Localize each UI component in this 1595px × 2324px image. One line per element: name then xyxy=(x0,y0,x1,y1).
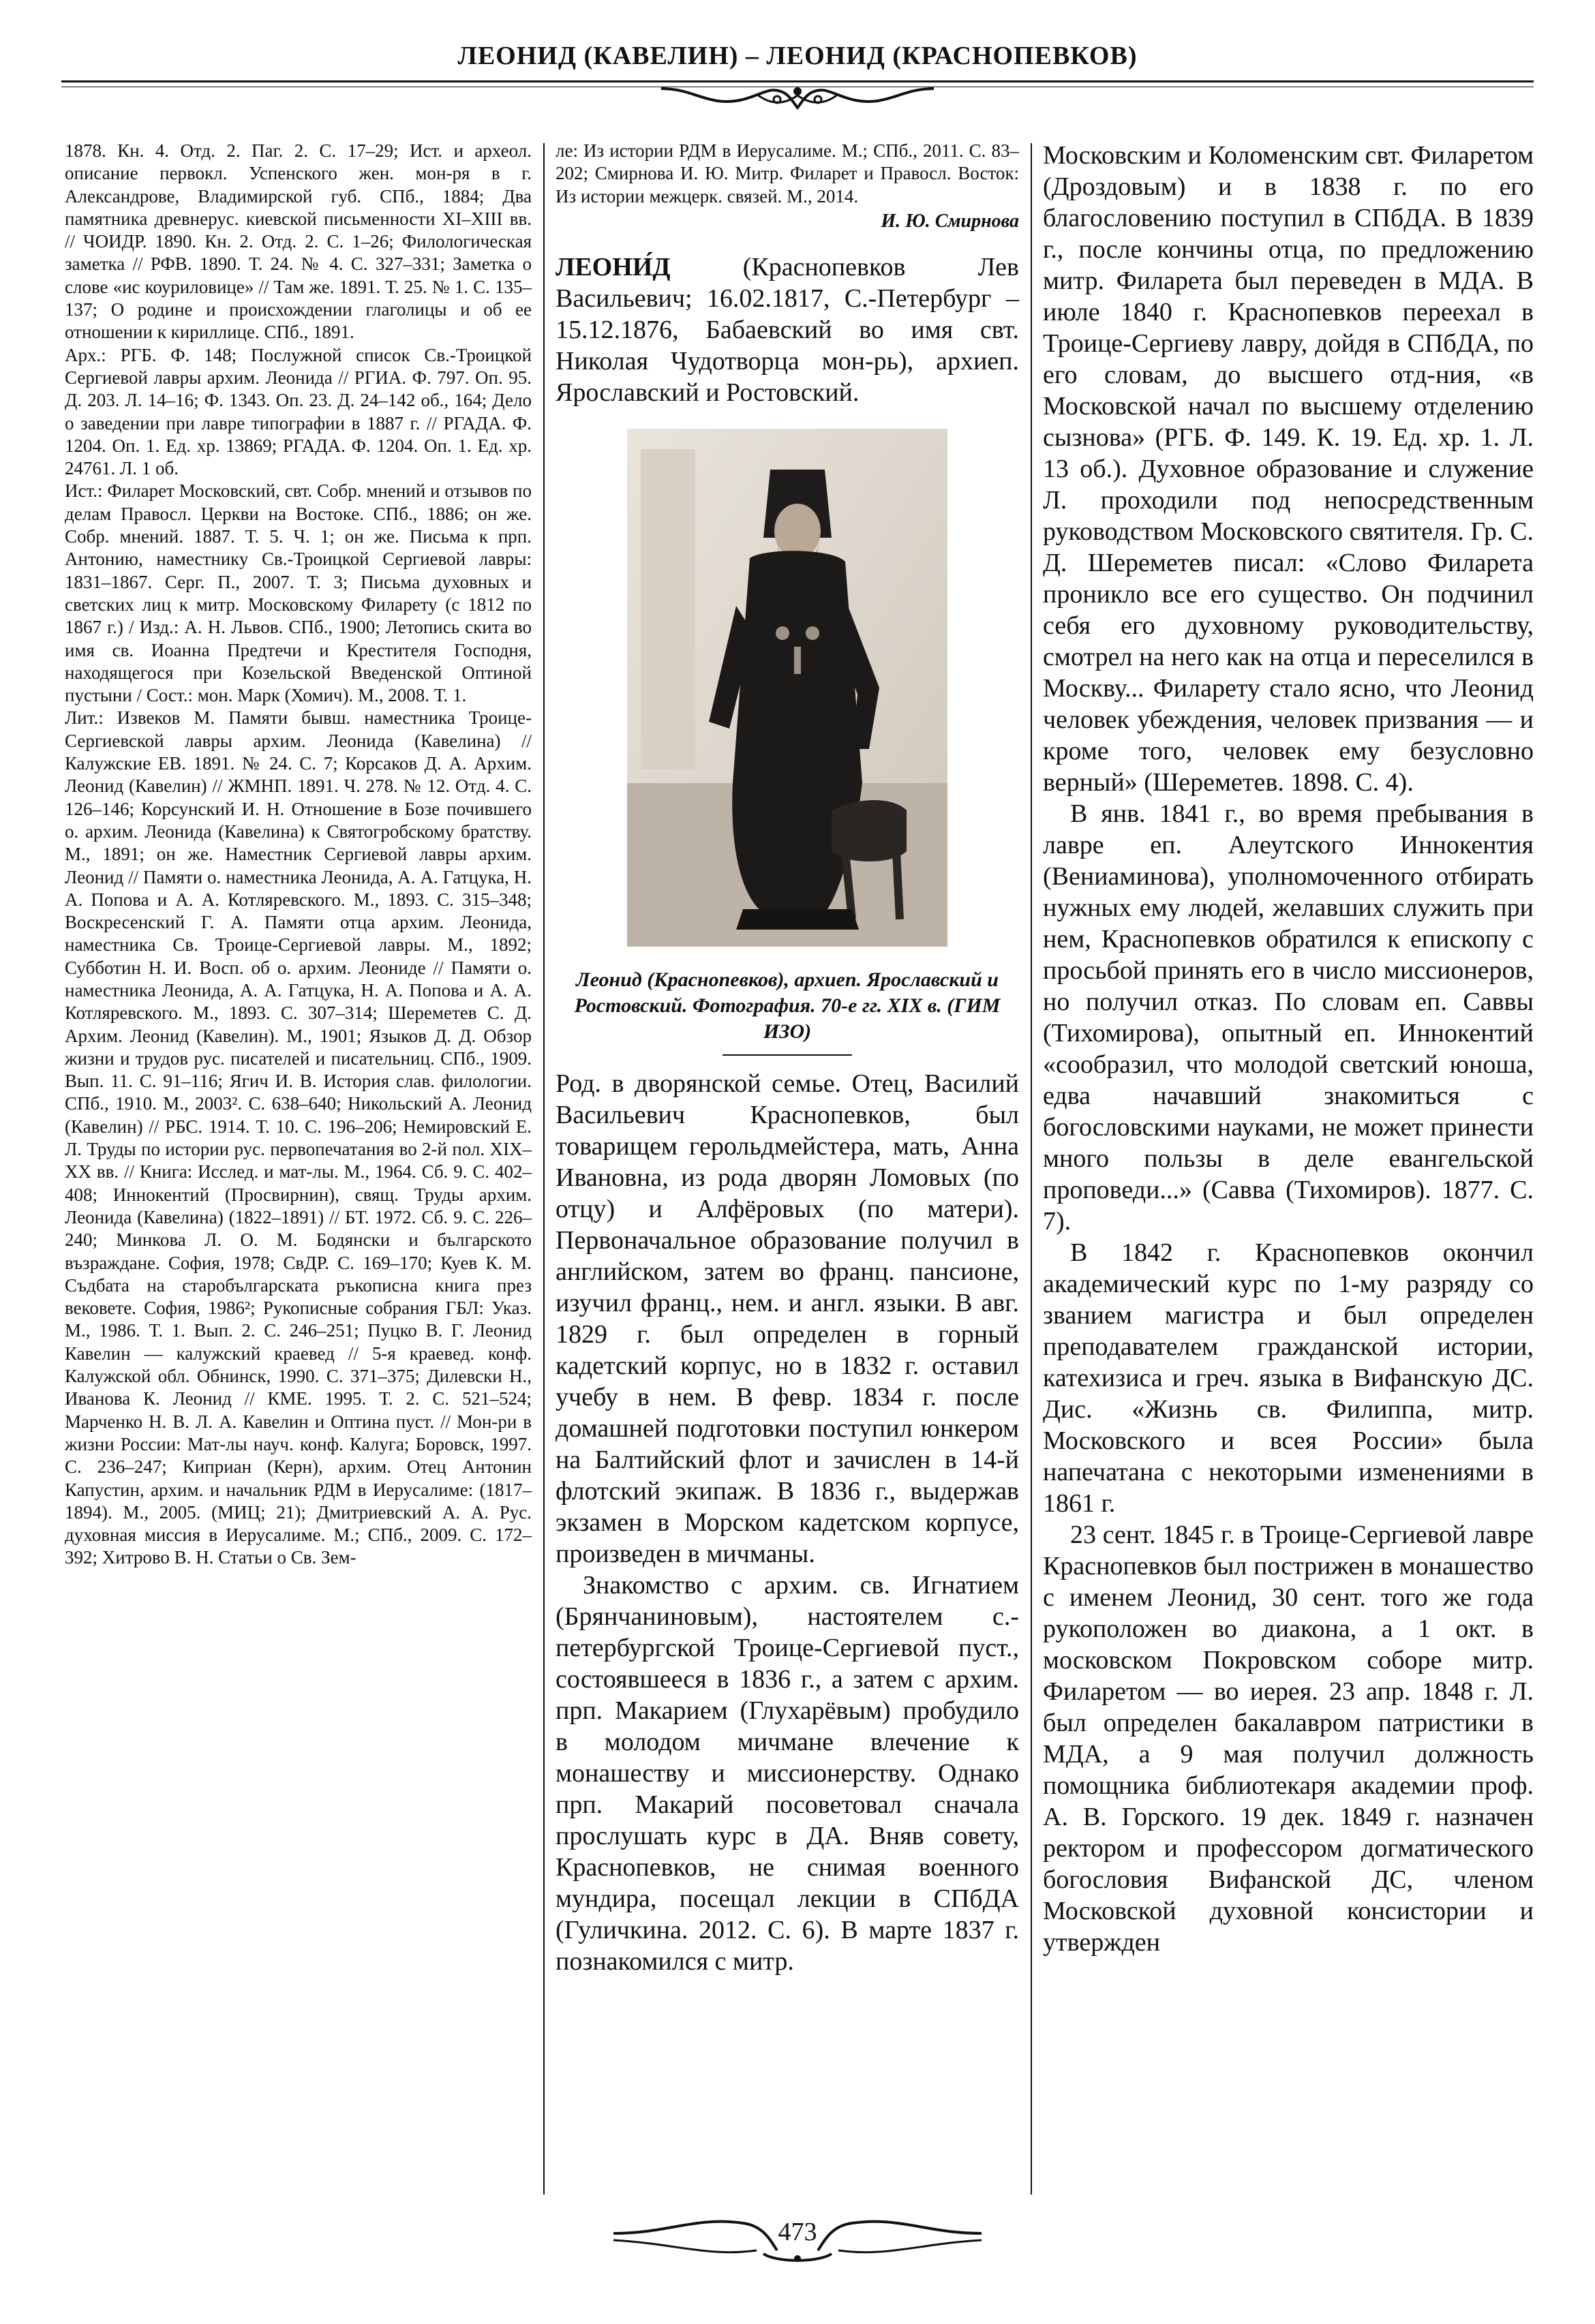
article-column-right xyxy=(1043,140,1534,1958)
bibliography-works: 1878. Кн. 4. Отд. 2. Паг. 2. С. 17–29; Ист. и археол. описание первокл. Успенского жен. мон-ря в г. Александрове, Владимирской губ. СПб., 1884; Два памятника древнерус. киевской письменности XI–XIII вв. // ЧОИДР. 1890. Кн. 2. Отд. 2. С. 1–26; Филологическая заметка // РФВ. 1890. Т. 24. № 4. С. 327–331; Заметка о слове «ис коуриловице» // Там же. 1891. Т. 25. № 1. С. 135–137; О родине и происхождении глаголицы и об ее отношении к кириллице. СПб., 1891. xyxy=(65,140,532,343)
paragraph: Знакомство с архим. св. Игнатием (Брянчаниновым), настоятелем с.-петербургской Троице-Сергиевой пуст., состоявшееся в 1836 г., а затем с архим. прп. Макарием (Глухарёвым) пробудило в молодом мичмане влечение к монашеству и миссионерству. Однако прп. Макарий посоветовал сначала прослушать курс в ДА. Вняв совету, Краснопевков, не снимая военного мундира, посещал лекции в СПбДА (Гуличкина. 2012. С. 6). В марте 1837 г. познакомился с митр. xyxy=(556,1570,1019,1976)
article-column-middle xyxy=(556,140,1019,1977)
header-ornament-icon xyxy=(654,80,941,114)
column-divider xyxy=(1031,143,1032,2195)
paragraph: Род. в дворянской семье. Отец, Василий Васильевич Краснопевков, был товарищем герольдмейстера, мать, Анна Ивановна, из рода дворян Ломовых (по отцу) и Алфёровых (по матери). Первоначальное образование получил в английском, затем во франц. пансионе, изучил франц., нем. и англ. языки. В авг. 1829 г. был определен в горный кадетский корпус, но в 1832 г. оставил учебу в нем. В февр. 1834 г. после домашней подготовки поступил юнкером на Балтийский флот и зачислен в 14-й флотский экипаж. В 1836 г., выдержав экзамен в Морском кадетском корпусе, произведен в мичманы. xyxy=(556,1069,1019,1568)
page-number: 473 xyxy=(778,2218,817,2246)
article-body-middle xyxy=(556,1068,1019,1977)
bibliography-literature: Лит.: Извеков М. Памяти бывш. наместника Троице-Сергиевской лавры архим. Леонида (Кавелина) // Калужские ЕВ. 1891. № 24. С. 7; Корсаков Д. А. Архим. Леонид (Кавелин) // ЖМНП. 1891. Ч. 278. № 12. Отд. 4. С. 126–146; Корсунский И. Н. Отношение в Бозе почившего о. архим. Леонида (Кавелина) к Святогробскому братству. М., 1891; он же. Наместник Сергиевой лавры архим. Леонид // Памяти о. наместника Леонида, А. А. Гатцука, Н. А. Попова и А. А. Котляревского. М., 1893. С. 315–348; Воскресенский Г. А. Памяти отца архим. Леонида, наместника Св. Троице-Сергиевой лавры. М., 1892; Субботин Н. И. Восп. об о. архим. Леониде // Памяти о. наместника Леонида, А. А. Гатцука, Н. А. Попова и А. А. Котляревского. М., 1893. С. 307–314; Шереметев С. Д. Архим. Леонид (Кавелин). М., 1901; Языков Д. Д. Обзор жизни и трудов рус. писателей и писательниц. СПб., 1909. Вып. 11. С. 91–116; Ягич И. В. История слав. филологии. СПб., 1910. М., 2003². С. 638–640; Никольский А. Леонид (Кавелин) // РБС. 1914. Т. 10. С. 196–206; Немировский Е. Л. Труды по истории рус. первопечатания во 2-й пол. XIX–XX вв. // Книга: Исслед. и мат-лы. М., 1964. Сб. 9. С. 402–408; Иннокентий (Просвирнин), свящ. Труды архим. Леонида (Кавелина) (1822–1891) // БТ. 1972. Сб. 9. С. 226–240; Минкова Л. О. М. Бодянски и българското възраждане. София, 1978; СвДР. С. 169–170; Куев К. М. Съдбата на старобългарската ръкописна книга през вековете. София, 1986²; Рукописные собрания ГБЛ: Указ. М., 1986. Т. 1. Вып. 2. С. 246–251; Пуцко В. Г. Леонид Кавелин — калужский краевед // 5-я краевед. конф. Калужской обл. Обнинск, 1990. С. 371–375; Дилевски Н., Иванова К. Леонид // КМЕ. 1995. Т. 2. С. 521–524; Марченко Н. В. Л. А. Кавелин и Оптина пуст. // Мон-ри в жизни России: Мат-лы науч. конф. Калуга; Боровск, 1997. С. 236–247; Киприан (Керн), архим. Отец Антонин Капустин, архим. и начальник РДМ в Иерусалиме: (1817–1894). М., 2005. (МИЦ; 21); Дмитриевский А. А. Рус. духовная миссия в Иерусалиме. М.; СПб., 2009. С. 172–392; Хитрово В. Н. Статьи о Св. Зем- xyxy=(65,707,532,1568)
bibliography-sources: Ист.: Филарет Московский, свт. Собр. мнений и отзывов по делам Правосл. Церкви на Востоке. СПб., 1886; он же. Собр. мнений. 1887. Т. 5. Ч. 1; он же. Письма к прп. Антонию, наместнику Св.-Троицкой Сергиевой лавры: 1831–1867. Серг. П., 2007. Т. 3; Письма духовных и светских лиц к митр. Московскому Филарету (с 1812 по 1867 г.) / Изд.: А. Н. Львов. СПб., 1900; Летопись скита во имя св. Иоанна Предтечи и Крестителя Господня, находящегося при Козельской Введенской Оптиной пустыни / Сост.: мон. Марк (Хомич). М., 2008. Т. 1. xyxy=(65,480,532,706)
paragraph: В янв. 1841 г., во время пребывания в лавре еп. Алеутского Иннокентия (Вениаминова), уполномоченного отбирать нужных ему людей, желавших служить при нем, Краснопевков обратился к епископу с просьбой принять его в число миссионеров, но получил отказ. По словам еп. Саввы (Тихомирова), опытный еп. Иннокентий «сообразил, что молодой светский юноша, едва начавший знакомиться с богословскими науками, не может принести много пользы в деле евангельской проповеди...» (Савва (Тихомиров). 1877. С. 7). xyxy=(1043,799,1534,1236)
headword-title: ЛЕОНИ́Д xyxy=(556,252,671,281)
article-headword xyxy=(556,251,1019,408)
caption-rule xyxy=(723,1054,852,1056)
bibliography-continuation: ле: Из истории РДМ в Иерусалиме. М.; СПб., 2011. С. 83–202; Смирнова И. Ю. Митр. Филарет и Правосл. Восток: Из истории межцерк. связей. М., 2014. xyxy=(556,140,1019,207)
paragraph: В 1842 г. Краснопевков окончил академический курс по 1-му разряду со званием магистра и был определен преподавателем гражданской истории, катехизиса и греч. языка в Вифанскую ДС. Дис. «Жизнь св. Филиппа, митр. Московского и всея России» была напечатана с некоторыми изменениями в 1861 г. xyxy=(1043,1238,1534,1518)
running-header: ЛЕОНИД (КАВЕЛИН) – ЛЕОНИД (КРАСНОПЕВКОВ) xyxy=(457,42,1138,70)
headword-details: (Краснопевков Лев Васильевич; 16.02.1817, С.-Петербург – 15.12.1876, Бабаевский во имя свт. Николая Чудотворца мон-рь), архиеп. Ярославский и Ростовский. xyxy=(556,252,1019,407)
bibliography-column xyxy=(65,140,532,1570)
portrait-photo xyxy=(627,429,947,947)
paragraph: Московским и Коломенским свт. Филаретом (Дроздовым) и в 1838 г. по его благословению поступил в СПбДА. В 1839 г., после кончины отца, по предложению митр. Филарета был переведен в МДА. В июле 1840 г. Краснопевков переехал в Троице-Сергиеву лавру, дойдя в СПбДА, по его словам, до высшего отд-ния, «в Московской начал по высшему отделению сызнова» (РГБ. Ф. 149. К. 19. Ед. хр. 1. Л. 13 об.). Духовное образование и служение Л. проходили под непосредственным руководством Московского святителя. Гр. С. Д. Шереметев писал: «Слово Филарета проникло все его существо. Он подчинил себя его духовному руководительству, смотрел на него как на отца и переселился в Москву... Филарету стало ясно, что Леонид человек убеждения, человек призвания — и кроме того, человек ему безусловно верный» (Шереметев. 1898. С. 4). xyxy=(1043,141,1534,797)
column-divider xyxy=(543,143,545,2195)
paragraph: 23 сент. 1845 г. в Троице-Сергиевой лавре Краснопевков был пострижен в монашество с именем Леонид, 30 сент. того же года рукоположен во диакона, а 1 окт. в московском Покровском соборе митр. Филаретом — во иерея. 23 апр. 1848 г. Л. был определен бакалавром патристики в МДА, а 9 мая получил должность помощника библиотекаря академии проф. А. В. Горского. 19 дек. 1849 г. назначен ректором и профессором догматического богословия Вифанской ДС, членом Московской духовной консистории и утвержден xyxy=(1043,1520,1534,1957)
bibliography-archives: Арх.: РГБ. Ф. 148; Послужной список Св.-Троицкой Сергиевой лавры архим. Леонида // РГИА. Ф. 797. Оп. 95. Д. 203. Л. 14–16; Ф. 1343. Оп. 23. Д. 24–142 об., 164; Дело о заведении при лавре типографии в 1887 г. // РГАДА. Ф. 1204. Оп. 1. Ед. хр. 13869; РГАДА. Ф. 1204. Оп. 1. Ед. хр. 24761. Л. 1 об. xyxy=(65,344,532,479)
archbishop-portrait-photo xyxy=(627,429,947,947)
photo-caption: Леонид (Краснопевков), архиеп. Ярославский и Ростовский. Фотография. 70-е гг. XIX в. (ГИМ ИЗО) xyxy=(574,968,1001,1043)
author-signature: И. Ю. Смирнова xyxy=(881,210,1019,232)
